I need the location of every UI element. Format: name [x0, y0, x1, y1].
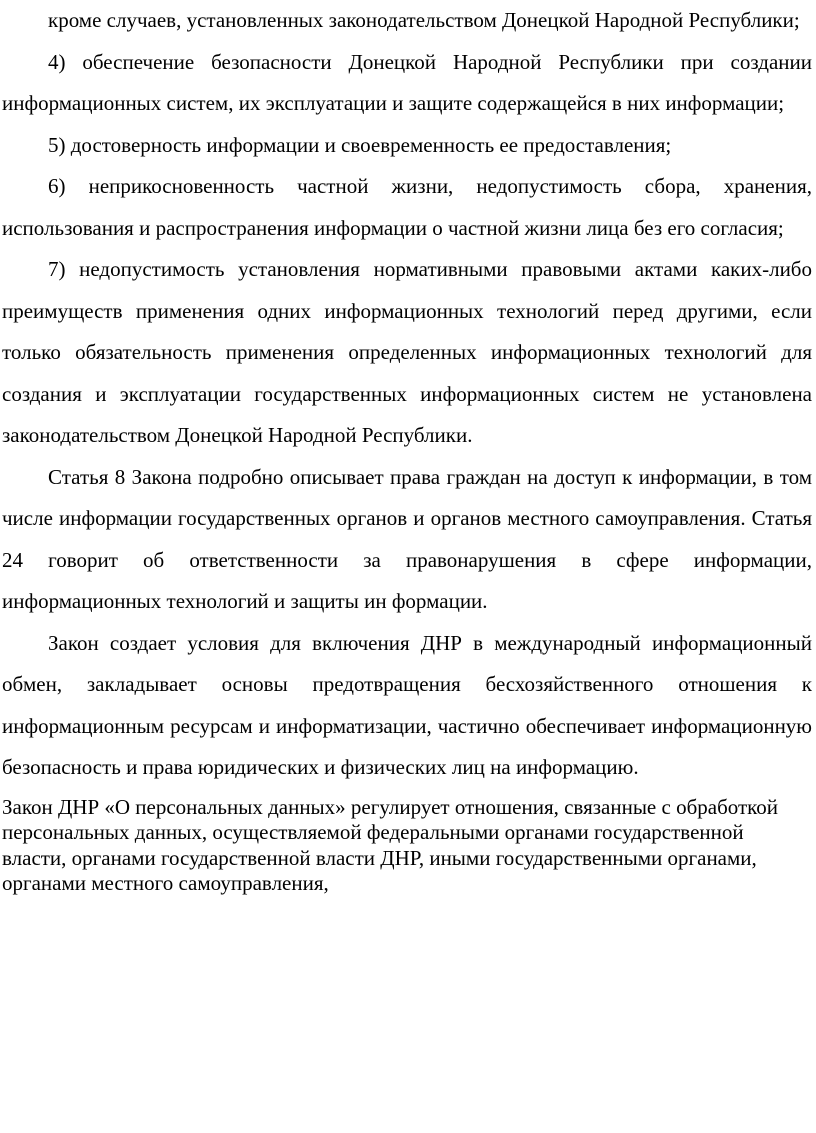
paragraph-continuation: кроме случаев, установленных законодательством Донецкой Народной Республики; — [48, 8, 800, 32]
document-body — [2, 0, 812, 897]
paragraph-item-5: 5) достоверность информации и своевременность ее предоставления; — [48, 132, 672, 157]
paragraph-item-4: 4) обеспечение безопасности Донецкой Народной Республики при создании информационных систем, их эксплуатации и защите содержащейся в них информации; — [2, 49, 812, 115]
paragraph-law-summary: Закон создает условия для включения ДНР в международный информационный обмен, закладывает основы предотвращения бесхозяйственного отношения к информационным ресурсам и информатизации, частично обеспечивает информационную безопасность и права юридических и физических лиц на информацию. — [2, 630, 812, 779]
paragraph-personal-data-law: Закон ДНР «О персональных данных» регулирует отношения, связанные с обработкой персональных данных, осуществляемой федеральными органами государственной власти, органами государственной власти ДНР, иными государственными органами, органами местного самоуправления, — [2, 794, 779, 895]
paragraph-item-6: 6) неприкосновенность частной жизни, недопустимость сбора, хранения, использования и распространения информации о частной жизни лица без его согласия; — [2, 174, 812, 240]
paragraph-item-7: 7) недопустимость установления нормативными правовыми актами каких-либо преимуществ применения одних информационных технологий перед другими, если только обязательность применения определенных информационных технологий для создания и эксплуатации государственных информационных систем не установлена законодательством Донецкой Народной Республики. — [2, 257, 812, 447]
paragraph-article-8: Статья 8 Закона подробно описывает права граждан на доступ к информации, в том числе информации государственных органов и органов местного самоуправления. Статья 24 говорит об ответственности за правонарушения в сфере информации, информационных технологий и защиты ин формации. — [2, 464, 812, 613]
